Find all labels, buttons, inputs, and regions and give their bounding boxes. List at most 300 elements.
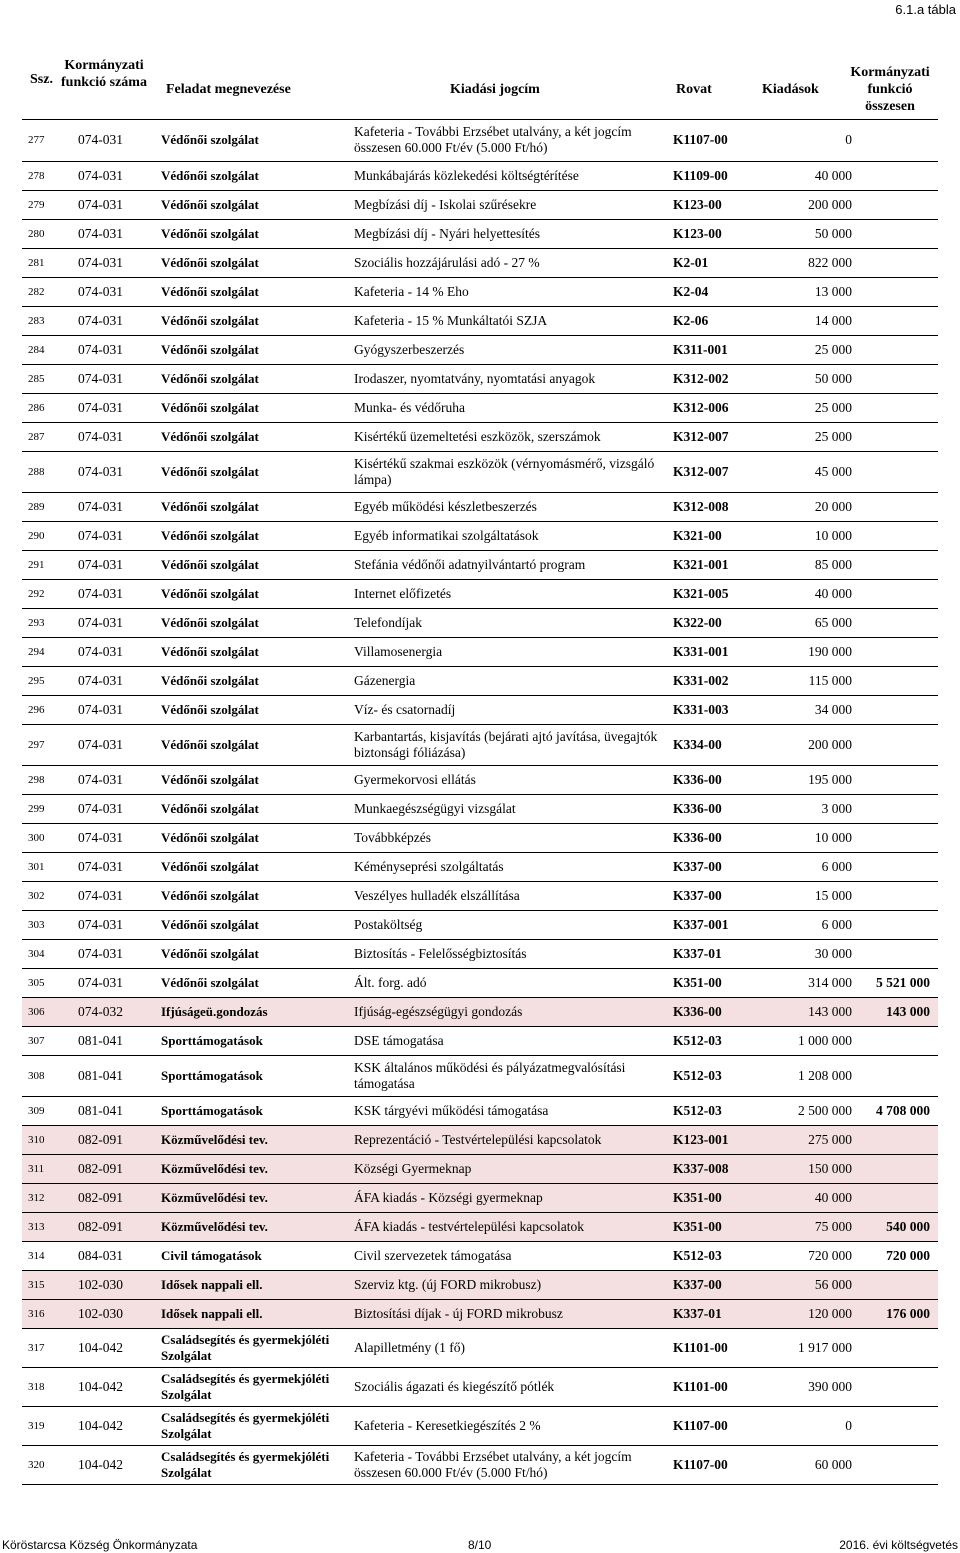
row-function-total bbox=[856, 1055, 938, 1096]
table-row bbox=[22, 579, 938, 608]
row-task-name: Védőnői szolgálat bbox=[161, 765, 354, 794]
row-ssz: 279 bbox=[22, 190, 74, 219]
row-function-code: 074-031 bbox=[74, 492, 161, 521]
row-task-name: Védőnői szolgálat bbox=[161, 881, 354, 910]
row-rovat: K331-002 bbox=[665, 666, 777, 695]
row-ssz: 293 bbox=[22, 608, 74, 637]
row-amount: 56 000 bbox=[777, 1270, 856, 1299]
row-amount: 10 000 bbox=[777, 521, 856, 550]
row-function-code: 074-031 bbox=[74, 852, 161, 881]
row-ssz: 299 bbox=[22, 794, 74, 823]
table-row bbox=[22, 794, 938, 823]
row-rovat: K2-04 bbox=[665, 277, 777, 306]
table-row bbox=[22, 852, 938, 881]
row-expense-title: Munkábajárás közlekedési költségtérítése bbox=[354, 161, 665, 190]
row-ssz: 303 bbox=[22, 910, 74, 939]
row-rovat: K312-002 bbox=[665, 364, 777, 393]
row-amount: 30 000 bbox=[777, 939, 856, 968]
row-amount: 1 208 000 bbox=[777, 1055, 856, 1096]
row-function-code: 081-041 bbox=[74, 1096, 161, 1125]
table-row bbox=[22, 1154, 938, 1183]
row-function-total bbox=[856, 492, 938, 521]
row-function-code: 074-031 bbox=[74, 579, 161, 608]
row-task-name: Családsegítés és gyermekjóléti Szolgálat bbox=[161, 1328, 354, 1367]
table-header bbox=[22, 57, 938, 120]
row-ssz: 308 bbox=[22, 1055, 74, 1096]
row-task-name: Védőnői szolgálat bbox=[161, 219, 354, 248]
row-task-name: Védőnői szolgálat bbox=[161, 550, 354, 579]
row-task-name: Védőnői szolgálat bbox=[161, 724, 354, 765]
row-task-name: Védőnői szolgálat bbox=[161, 120, 354, 161]
row-task-name: Védőnői szolgálat bbox=[161, 608, 354, 637]
row-expense-title: Megbízási díj - Nyári helyettesítés bbox=[354, 219, 665, 248]
row-amount: 1 917 000 bbox=[777, 1328, 856, 1367]
row-task-name: Védőnői szolgálat bbox=[161, 695, 354, 724]
row-function-code: 074-031 bbox=[74, 364, 161, 393]
table-row bbox=[22, 550, 938, 579]
row-function-total bbox=[856, 1328, 938, 1367]
row-function-code: 104-042 bbox=[74, 1367, 161, 1406]
row-task-name: Sporttámogatások bbox=[161, 1096, 354, 1125]
table-row bbox=[22, 695, 938, 724]
row-function-code: 074-031 bbox=[74, 190, 161, 219]
row-rovat: K331-003 bbox=[665, 695, 777, 724]
row-function-total bbox=[856, 579, 938, 608]
row-task-name: Sporttámogatások bbox=[161, 1055, 354, 1096]
row-amount: 45 000 bbox=[777, 451, 856, 492]
row-ssz: 317 bbox=[22, 1328, 74, 1367]
row-task-name: Védőnői szolgálat bbox=[161, 666, 354, 695]
row-task-name: Védőnői szolgálat bbox=[161, 277, 354, 306]
row-function-total bbox=[856, 666, 938, 695]
row-ssz: 304 bbox=[22, 939, 74, 968]
row-expense-title: Kisértékű szakmai eszközök (vérnyomásmérő, vizsgáló lámpa) bbox=[354, 451, 665, 492]
table-row bbox=[22, 1270, 938, 1299]
table-row bbox=[22, 364, 938, 393]
table-row bbox=[22, 306, 938, 335]
table-row bbox=[22, 1328, 938, 1367]
table-row bbox=[22, 1299, 938, 1328]
row-amount: 25 000 bbox=[777, 393, 856, 422]
budget-table bbox=[22, 57, 938, 1485]
row-function-total bbox=[856, 1445, 938, 1484]
row-expense-title: Szociális hozzájárulási adó - 27 % bbox=[354, 248, 665, 277]
row-function-total bbox=[856, 608, 938, 637]
row-function-total bbox=[856, 422, 938, 451]
row-ssz: 313 bbox=[22, 1212, 74, 1241]
row-rovat: K337-01 bbox=[665, 939, 777, 968]
row-function-total: 143 000 bbox=[856, 997, 938, 1026]
row-ssz: 291 bbox=[22, 550, 74, 579]
row-ssz: 295 bbox=[22, 666, 74, 695]
row-expense-title: Munkaegészségügyi vizsgálat bbox=[354, 794, 665, 823]
row-expense-title: Községi Gyermeknap bbox=[354, 1154, 665, 1183]
row-ssz: 290 bbox=[22, 521, 74, 550]
row-amount: 65 000 bbox=[777, 608, 856, 637]
row-amount: 85 000 bbox=[777, 550, 856, 579]
row-ssz: 282 bbox=[22, 277, 74, 306]
row-function-code: 081-041 bbox=[74, 1026, 161, 1055]
table-row bbox=[22, 1445, 938, 1484]
row-rovat: K512-03 bbox=[665, 1026, 777, 1055]
table-row bbox=[22, 666, 938, 695]
row-ssz: 311 bbox=[22, 1154, 74, 1183]
row-task-name: Védőnői szolgálat bbox=[161, 492, 354, 521]
table-row bbox=[22, 823, 938, 852]
row-amount: 2 500 000 bbox=[777, 1096, 856, 1125]
row-task-name: Ifjúságeü.gondozás bbox=[161, 997, 354, 1026]
row-ssz: 320 bbox=[22, 1445, 74, 1484]
row-task-name: Védőnői szolgálat bbox=[161, 939, 354, 968]
row-amount: 390 000 bbox=[777, 1367, 856, 1406]
row-expense-title: Kafeteria - 14 % Eho bbox=[354, 277, 665, 306]
row-rovat: K337-00 bbox=[665, 1270, 777, 1299]
row-function-total bbox=[856, 277, 938, 306]
row-expense-title: Kafeteria - További Erzsébet utalvány, a két jogcím összesen 60.000 Ft/év (5.000 Ft/hó) bbox=[354, 1445, 665, 1484]
row-task-name: Sporttámogatások bbox=[161, 1026, 354, 1055]
table-row bbox=[22, 1096, 938, 1125]
row-task-name: Idősek nappali ell. bbox=[161, 1270, 354, 1299]
table-row bbox=[22, 1183, 938, 1212]
row-rovat: K123-00 bbox=[665, 190, 777, 219]
table-row bbox=[22, 765, 938, 794]
row-function-total bbox=[856, 248, 938, 277]
row-function-code: 084-031 bbox=[74, 1241, 161, 1270]
row-task-name: Védőnői szolgálat bbox=[161, 910, 354, 939]
row-amount: 60 000 bbox=[777, 1445, 856, 1484]
row-expense-title: Egyéb informatikai szolgáltatások bbox=[354, 521, 665, 550]
row-amount: 14 000 bbox=[777, 306, 856, 335]
row-task-name: Civil támogatások bbox=[161, 1241, 354, 1270]
row-function-code: 074-031 bbox=[74, 248, 161, 277]
row-rovat: K123-001 bbox=[665, 1125, 777, 1154]
row-amount: 720 000 bbox=[777, 1241, 856, 1270]
row-rovat: K331-001 bbox=[665, 637, 777, 666]
row-amount: 143 000 bbox=[777, 997, 856, 1026]
row-function-code: 074-031 bbox=[74, 277, 161, 306]
row-function-code: 082-091 bbox=[74, 1154, 161, 1183]
row-ssz: 318 bbox=[22, 1367, 74, 1406]
row-function-total: 4 708 000 bbox=[856, 1096, 938, 1125]
row-function-code: 074-031 bbox=[74, 335, 161, 364]
row-function-code: 074-031 bbox=[74, 219, 161, 248]
footer-right: 2016. évi költségvetés bbox=[839, 1538, 958, 1552]
row-rovat: K512-03 bbox=[665, 1241, 777, 1270]
row-function-code: 074-031 bbox=[74, 910, 161, 939]
row-rovat: K312-008 bbox=[665, 492, 777, 521]
row-amount: 0 bbox=[777, 120, 856, 161]
row-function-code: 104-042 bbox=[74, 1445, 161, 1484]
table-row bbox=[22, 492, 938, 521]
table-row bbox=[22, 881, 938, 910]
row-amount: 120 000 bbox=[777, 1299, 856, 1328]
row-expense-title: ÁFA kiadás - Községi gyermeknap bbox=[354, 1183, 665, 1212]
row-function-total bbox=[856, 1367, 938, 1406]
row-ssz: 280 bbox=[22, 219, 74, 248]
row-function-total bbox=[856, 939, 938, 968]
row-expense-title: Kéményseprési szolgáltatás bbox=[354, 852, 665, 881]
row-rovat: K336-00 bbox=[665, 997, 777, 1026]
row-function-code: 074-031 bbox=[74, 823, 161, 852]
table-row bbox=[22, 1241, 938, 1270]
row-function-total bbox=[856, 695, 938, 724]
row-ssz: 284 bbox=[22, 335, 74, 364]
row-task-name: Védőnői szolgálat bbox=[161, 306, 354, 335]
row-amount: 1 000 000 bbox=[777, 1026, 856, 1055]
row-ssz: 297 bbox=[22, 724, 74, 765]
row-expense-title: Gyermekorvosi ellátás bbox=[354, 765, 665, 794]
row-function-code: 074-032 bbox=[74, 997, 161, 1026]
row-ssz: 298 bbox=[22, 765, 74, 794]
row-function-code: 082-091 bbox=[74, 1212, 161, 1241]
row-function-total bbox=[856, 852, 938, 881]
row-function-total bbox=[856, 1026, 938, 1055]
row-amount: 195 000 bbox=[777, 765, 856, 794]
table-row bbox=[22, 277, 938, 306]
row-function-code: 074-031 bbox=[74, 161, 161, 190]
row-amount: 314 000 bbox=[777, 968, 856, 997]
row-function-total bbox=[856, 335, 938, 364]
row-rovat: K321-001 bbox=[665, 550, 777, 579]
row-rovat: K337-00 bbox=[665, 881, 777, 910]
row-expense-title: Ált. forg. adó bbox=[354, 968, 665, 997]
row-function-total bbox=[856, 637, 938, 666]
row-expense-title: Biztosítás - Felelősségbiztosítás bbox=[354, 939, 665, 968]
row-ssz: 289 bbox=[22, 492, 74, 521]
header-feladat: Feladat megnevezése bbox=[166, 82, 291, 97]
row-task-name: Védőnői szolgálat bbox=[161, 451, 354, 492]
table-row bbox=[22, 190, 938, 219]
row-rovat: K2-06 bbox=[665, 306, 777, 335]
row-amount: 34 000 bbox=[777, 695, 856, 724]
row-expense-title: Telefondíjak bbox=[354, 608, 665, 637]
row-rovat: K1109-00 bbox=[665, 161, 777, 190]
row-rovat: K123-00 bbox=[665, 219, 777, 248]
row-task-name: Családsegítés és gyermekjóléti Szolgálat bbox=[161, 1445, 354, 1484]
row-amount: 25 000 bbox=[777, 422, 856, 451]
row-function-code: 074-031 bbox=[74, 637, 161, 666]
row-expense-title: Kafeteria - Keresetkiegészítés 2 % bbox=[354, 1406, 665, 1445]
row-amount: 20 000 bbox=[777, 492, 856, 521]
row-function-code: 074-031 bbox=[74, 608, 161, 637]
row-function-code: 074-031 bbox=[74, 422, 161, 451]
table-row bbox=[22, 393, 938, 422]
row-expense-title: Villamosenergia bbox=[354, 637, 665, 666]
table-row bbox=[22, 1367, 938, 1406]
row-function-code: 082-091 bbox=[74, 1183, 161, 1212]
row-task-name: Közművelődési tev. bbox=[161, 1125, 354, 1154]
row-task-name: Családsegítés és gyermekjóléti Szolgálat bbox=[161, 1367, 354, 1406]
row-expense-title: Gyógyszerbeszerzés bbox=[354, 335, 665, 364]
row-function-total bbox=[856, 190, 938, 219]
row-ssz: 285 bbox=[22, 364, 74, 393]
row-task-name: Védőnői szolgálat bbox=[161, 190, 354, 219]
row-expense-title: Kisértékű üzemeltetési eszközök, szerszámok bbox=[354, 422, 665, 451]
row-function-total: 176 000 bbox=[856, 1299, 938, 1328]
row-rovat: K2-01 bbox=[665, 248, 777, 277]
row-ssz: 277 bbox=[22, 120, 74, 161]
row-ssz: 286 bbox=[22, 393, 74, 422]
row-expense-title: Postaköltség bbox=[354, 910, 665, 939]
row-amount: 50 000 bbox=[777, 364, 856, 393]
row-expense-title: ÁFA kiadás - testvértelepülési kapcsolatok bbox=[354, 1212, 665, 1241]
row-function-total bbox=[856, 881, 938, 910]
row-amount: 150 000 bbox=[777, 1154, 856, 1183]
row-ssz: 283 bbox=[22, 306, 74, 335]
row-expense-title: Reprezentáció - Testvértelepülési kapcsolatok bbox=[354, 1125, 665, 1154]
row-ssz: 278 bbox=[22, 161, 74, 190]
row-expense-title: Veszélyes hulladék elszállítása bbox=[354, 881, 665, 910]
row-function-total bbox=[856, 794, 938, 823]
row-function-code: 074-031 bbox=[74, 881, 161, 910]
row-amount: 6 000 bbox=[777, 852, 856, 881]
header-kormanyzati: Kormányzati funkció száma bbox=[61, 58, 147, 90]
row-rovat: K1107-00 bbox=[665, 120, 777, 161]
row-function-total: 540 000 bbox=[856, 1212, 938, 1241]
row-expense-title: Szociális ágazati és kiegészítő pótlék bbox=[354, 1367, 665, 1406]
table-row bbox=[22, 637, 938, 666]
row-task-name: Védőnői szolgálat bbox=[161, 823, 354, 852]
row-function-code: 074-031 bbox=[74, 765, 161, 794]
row-task-name: Védőnői szolgálat bbox=[161, 335, 354, 364]
row-expense-title: Munka- és védőruha bbox=[354, 393, 665, 422]
row-function-total bbox=[856, 219, 938, 248]
row-task-name: Közművelődési tev. bbox=[161, 1183, 354, 1212]
row-function-code: 081-041 bbox=[74, 1055, 161, 1096]
table-row bbox=[22, 997, 938, 1026]
row-amount: 40 000 bbox=[777, 1183, 856, 1212]
row-function-total bbox=[856, 393, 938, 422]
row-task-name: Közművelődési tev. bbox=[161, 1154, 354, 1183]
row-ssz: 294 bbox=[22, 637, 74, 666]
row-amount: 13 000 bbox=[777, 277, 856, 306]
row-rovat: K312-007 bbox=[665, 451, 777, 492]
row-task-name: Védőnői szolgálat bbox=[161, 422, 354, 451]
row-expense-title: Alapilletmény (1 fő) bbox=[354, 1328, 665, 1367]
row-rovat: K321-005 bbox=[665, 579, 777, 608]
row-expense-title: Továbbképzés bbox=[354, 823, 665, 852]
data-table bbox=[22, 120, 938, 1485]
row-task-name: Védőnői szolgálat bbox=[161, 579, 354, 608]
row-function-code: 074-031 bbox=[74, 393, 161, 422]
row-ssz: 281 bbox=[22, 248, 74, 277]
table-row bbox=[22, 451, 938, 492]
row-expense-title: Internet előfizetés bbox=[354, 579, 665, 608]
table-tag: 6.1.a tábla bbox=[895, 2, 956, 17]
row-ssz: 288 bbox=[22, 451, 74, 492]
row-task-name: Védőnői szolgálat bbox=[161, 852, 354, 881]
row-function-code: 102-030 bbox=[74, 1270, 161, 1299]
row-rovat: K351-00 bbox=[665, 1212, 777, 1241]
row-ssz: 307 bbox=[22, 1026, 74, 1055]
row-rovat: K337-001 bbox=[665, 910, 777, 939]
table-row bbox=[22, 120, 938, 161]
row-function-total bbox=[856, 724, 938, 765]
header-ssz: Ssz. bbox=[30, 72, 53, 87]
row-rovat: K322-00 bbox=[665, 608, 777, 637]
table-row bbox=[22, 335, 938, 364]
row-rovat: K1101-00 bbox=[665, 1328, 777, 1367]
row-expense-title: Megbízási díj - Iskolai szűrésekre bbox=[354, 190, 665, 219]
header-osszesen: Kormányzati funkció összesen bbox=[850, 65, 930, 114]
row-amount: 275 000 bbox=[777, 1125, 856, 1154]
row-function-total bbox=[856, 1183, 938, 1212]
table-row bbox=[22, 1055, 938, 1096]
row-rovat: K312-007 bbox=[665, 422, 777, 451]
row-amount: 40 000 bbox=[777, 579, 856, 608]
row-task-name: Védőnői szolgálat bbox=[161, 637, 354, 666]
footer-page-number: 8/10 bbox=[468, 1538, 492, 1552]
footer-left: Köröstarcsa Község Önkormányzata bbox=[2, 1538, 198, 1552]
row-ssz: 309 bbox=[22, 1096, 74, 1125]
header-kiadasok: Kiadások bbox=[762, 82, 819, 97]
row-function-code: 074-031 bbox=[74, 666, 161, 695]
row-function-total bbox=[856, 521, 938, 550]
row-rovat: K1107-00 bbox=[665, 1406, 777, 1445]
row-ssz: 315 bbox=[22, 1270, 74, 1299]
row-ssz: 319 bbox=[22, 1406, 74, 1445]
row-expense-title: Gázenergia bbox=[354, 666, 665, 695]
row-ssz: 287 bbox=[22, 422, 74, 451]
row-rovat: K334-00 bbox=[665, 724, 777, 765]
row-expense-title: Irodaszer, nyomtatvány, nyomtatási anyagok bbox=[354, 364, 665, 393]
row-rovat: K337-01 bbox=[665, 1299, 777, 1328]
row-amount: 115 000 bbox=[777, 666, 856, 695]
row-expense-title: Civil szervezetek támogatása bbox=[354, 1241, 665, 1270]
row-amount: 822 000 bbox=[777, 248, 856, 277]
row-expense-title: KSK tárgyévi működési támogatása bbox=[354, 1096, 665, 1125]
row-ssz: 310 bbox=[22, 1125, 74, 1154]
row-rovat: K337-00 bbox=[665, 852, 777, 881]
row-amount: 10 000 bbox=[777, 823, 856, 852]
table-row bbox=[22, 939, 938, 968]
row-function-code: 074-031 bbox=[74, 939, 161, 968]
row-amount: 15 000 bbox=[777, 881, 856, 910]
row-function-code: 074-031 bbox=[74, 695, 161, 724]
table-row bbox=[22, 521, 938, 550]
row-amount: 200 000 bbox=[777, 724, 856, 765]
row-amount: 3 000 bbox=[777, 794, 856, 823]
row-rovat: K351-00 bbox=[665, 968, 777, 997]
row-amount: 190 000 bbox=[777, 637, 856, 666]
row-rovat: K311-001 bbox=[665, 335, 777, 364]
row-rovat: K336-00 bbox=[665, 765, 777, 794]
row-ssz: 312 bbox=[22, 1183, 74, 1212]
row-task-name: Védőnői szolgálat bbox=[161, 521, 354, 550]
row-amount: 25 000 bbox=[777, 335, 856, 364]
row-task-name: Idősek nappali ell. bbox=[161, 1299, 354, 1328]
row-expense-title: KSK általános működési és pályázatmegvalósítási támogatása bbox=[354, 1055, 665, 1096]
row-function-total bbox=[856, 1125, 938, 1154]
row-function-code: 074-031 bbox=[74, 306, 161, 335]
table-row bbox=[22, 161, 938, 190]
row-function-total bbox=[856, 451, 938, 492]
row-function-total bbox=[856, 306, 938, 335]
row-function-code: 074-031 bbox=[74, 968, 161, 997]
table-row bbox=[22, 608, 938, 637]
row-task-name: Védőnői szolgálat bbox=[161, 161, 354, 190]
row-task-name: Családsegítés és gyermekjóléti Szolgálat bbox=[161, 1406, 354, 1445]
row-function-total: 5 521 000 bbox=[856, 968, 938, 997]
row-function-code: 074-031 bbox=[74, 724, 161, 765]
row-function-total bbox=[856, 765, 938, 794]
table-row bbox=[22, 422, 938, 451]
row-ssz: 305 bbox=[22, 968, 74, 997]
table-row bbox=[22, 1212, 938, 1241]
row-function-code: 074-031 bbox=[74, 120, 161, 161]
table-row bbox=[22, 219, 938, 248]
row-ssz: 316 bbox=[22, 1299, 74, 1328]
